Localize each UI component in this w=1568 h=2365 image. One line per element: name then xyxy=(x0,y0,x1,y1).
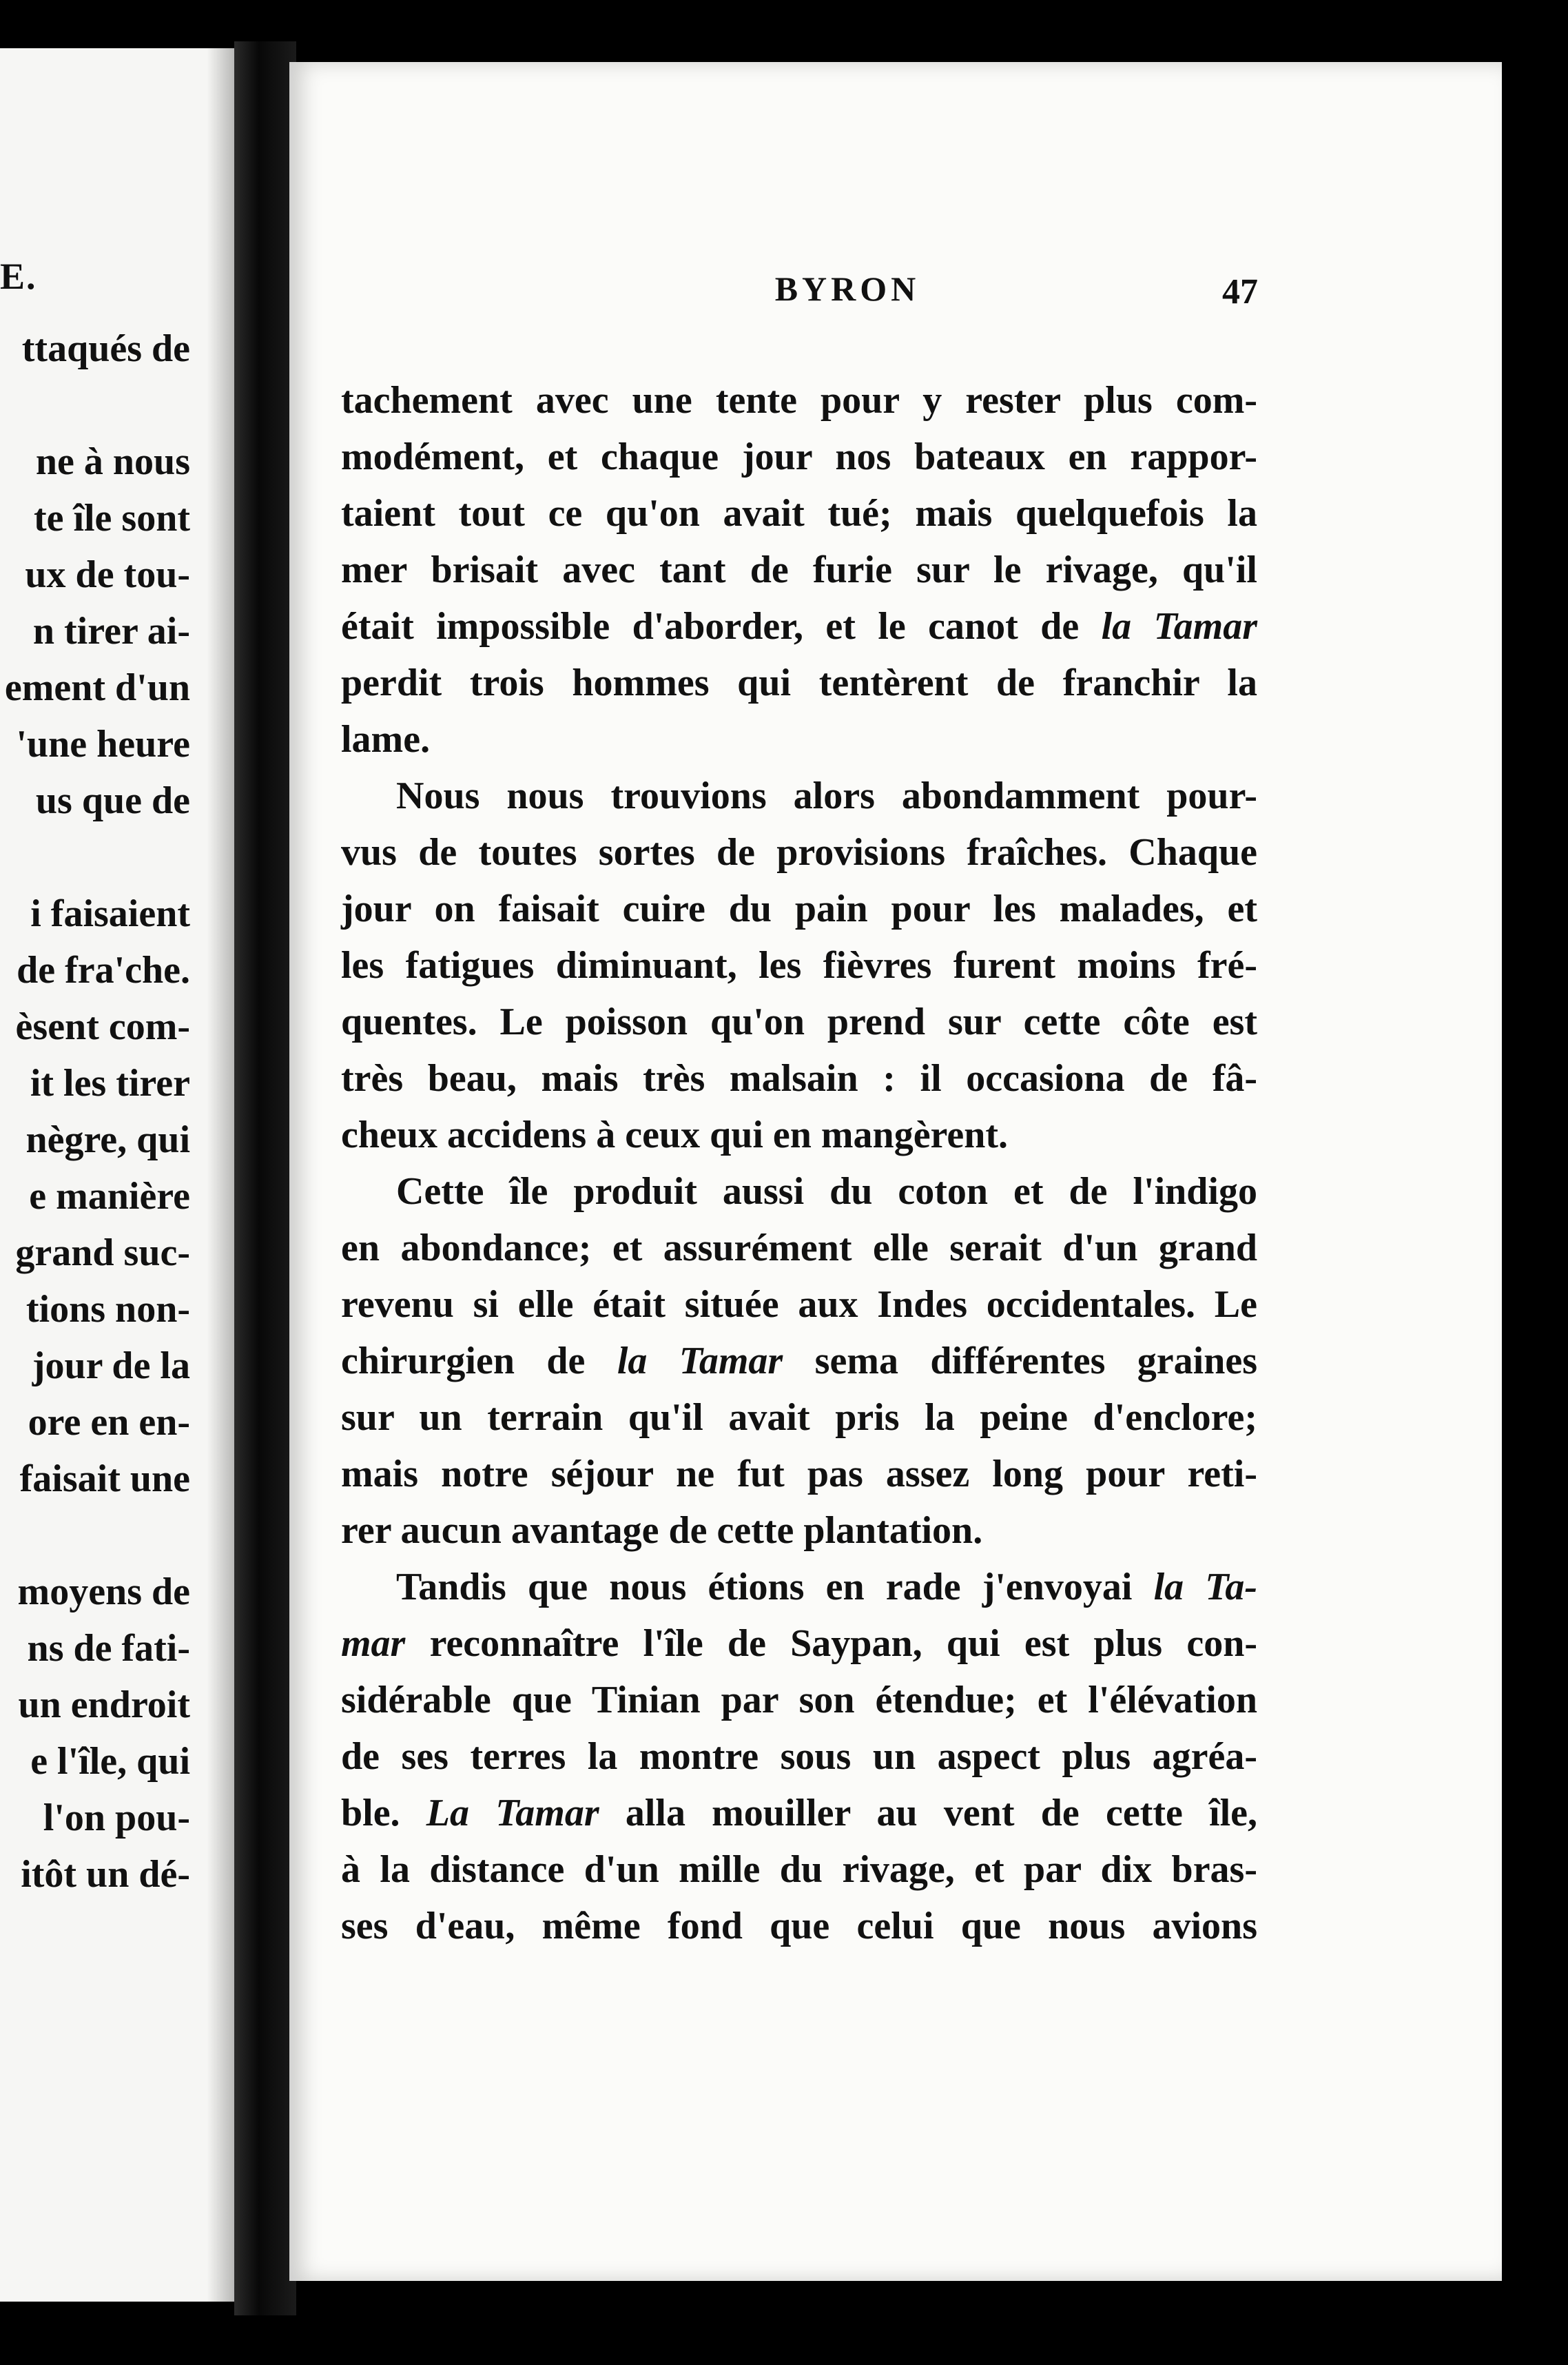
text-line: cheux accidens à ceux qui en mangèrent. xyxy=(341,1114,1009,1156)
text-line: taient tout ce qu'on avait tué; mais quelquefois la xyxy=(341,492,1257,535)
text-line: faisait une xyxy=(19,1457,190,1500)
text-line: it les tirer xyxy=(30,1062,190,1105)
text-line: mer brisait avec tant de furie sur le rivage, qu'il xyxy=(341,549,1257,591)
italic-ship-name: mar xyxy=(341,1622,406,1665)
text-line xyxy=(341,598,1257,655)
book-binding-gap xyxy=(234,41,296,2315)
text-line: en abondance; et assurément elle serait d'un grand xyxy=(341,1227,1257,1269)
text-line: les fatigues diminuant, les fièvres furent moins fré- xyxy=(341,944,1257,987)
text-line: ses d'eau, même fond que celui que nous avions xyxy=(341,1905,1257,1947)
running-title: BYRON xyxy=(774,269,920,308)
text-line: rer aucun avantage de cette plantation. xyxy=(341,1509,983,1552)
text-line: 'une heure xyxy=(16,723,190,766)
text-line: quentes. Le poisson qu'on prend sur cette côte est xyxy=(341,1001,1257,1043)
italic-ship-name: la Tamar xyxy=(617,1340,783,1382)
paragraph xyxy=(341,768,1257,1163)
line-text: ble. xyxy=(341,1792,426,1834)
text-line: itôt un dé- xyxy=(21,1853,190,1896)
text-line: un endroit xyxy=(18,1683,190,1726)
body-text xyxy=(341,372,1257,1954)
text-line: lame. xyxy=(341,718,431,761)
text-line: ement d'un xyxy=(4,666,190,709)
paragraph xyxy=(341,372,1257,768)
text-line: modément, et chaque jour nos bateaux en rappor- xyxy=(341,436,1257,478)
text-line: tions non- xyxy=(25,1288,190,1331)
text-line: Cette île produit aussi du coton et de l'indigo xyxy=(396,1170,1257,1213)
left-page-fragment xyxy=(0,48,234,2302)
text-line: ore en en- xyxy=(28,1401,190,1444)
text-line: sidérable que Tinian par son étendue; et l'élévation xyxy=(341,1679,1257,1721)
text-line: n tirer ai- xyxy=(32,610,190,653)
left-running-head: E. xyxy=(0,256,37,297)
text-line: us que de xyxy=(35,779,190,822)
text-line: e l'île, qui xyxy=(30,1740,190,1783)
text-line: l'on pou- xyxy=(43,1796,190,1839)
text-line: ux de tou- xyxy=(25,553,190,596)
text-line: ne à nous xyxy=(35,440,190,483)
text-line: jour on faisait cuire du pain pour les malades, et xyxy=(341,888,1257,930)
italic-ship-name: La Tamar xyxy=(426,1792,599,1834)
paragraph xyxy=(341,1163,1257,1559)
text-line: mais notre séjour ne fut pas assez long pour reti- xyxy=(341,1453,1257,1495)
text-line: de ses terres la montre sous un aspect plus agréa- xyxy=(341,1735,1257,1778)
text-line: sur un terrain qu'il avait pris la peine d'enclore; xyxy=(341,1396,1257,1439)
paragraph xyxy=(341,1559,1257,1954)
text-line xyxy=(341,1559,1257,1615)
text-line xyxy=(5,1507,190,1564)
text-line xyxy=(5,377,190,433)
text-line: te île sont xyxy=(33,497,190,540)
text-line: grand suc- xyxy=(15,1231,190,1274)
page-number: 47 xyxy=(1222,272,1258,311)
text-line: très beau, mais très malsain : il occasiona de fâ- xyxy=(341,1057,1257,1100)
text-line: Nous nous trouvions alors abondamment pour- xyxy=(396,775,1257,817)
line-text: alla mouiller au vent de cette île, xyxy=(599,1792,1258,1834)
text-line: ns de fati- xyxy=(27,1627,190,1670)
text-line: ttaqués de xyxy=(21,327,190,370)
text-line: tachement avec une tente pour y rester plus com- xyxy=(341,379,1257,422)
text-line: vus de toutes sortes de provisions fraîches. Chaque xyxy=(341,831,1257,874)
text-line xyxy=(341,1785,1257,1841)
left-page-lines xyxy=(5,320,190,1903)
line-text: sema différentes graines xyxy=(783,1340,1257,1382)
running-head xyxy=(289,269,1502,324)
text-line: revenu si elle était située aux Indes occidentales. Le xyxy=(341,1283,1257,1326)
right-page xyxy=(289,62,1502,2281)
text-line: nègre, qui xyxy=(25,1118,190,1161)
text-line xyxy=(341,1333,1257,1389)
text-line: i faisaient xyxy=(30,892,190,935)
text-line: e manière xyxy=(29,1175,190,1218)
line-text: chirurgien de xyxy=(341,1340,617,1382)
page-gutter-shadow xyxy=(207,48,234,2302)
text-line: perdit trois hommes qui tentèrent de franchir la xyxy=(341,662,1257,704)
text-line: moyens de xyxy=(17,1570,190,1613)
text-line: de fra'che. xyxy=(17,949,190,992)
line-text: reconnaître l'île de Saypan, qui est plus con- xyxy=(405,1622,1257,1665)
text-line xyxy=(5,829,190,885)
line-text: était impossible d'aborder, et le canot de xyxy=(341,605,1102,648)
text-line xyxy=(341,1615,1257,1672)
line-text: Tandis que nous étions en rade j'envoyai xyxy=(396,1566,1154,1608)
text-line: èsent com- xyxy=(15,1005,190,1048)
italic-ship-name: la Ta- xyxy=(1153,1566,1257,1608)
text-line: jour de la xyxy=(32,1344,190,1387)
text-line: à la distance d'un mille du rivage, et par dix bras- xyxy=(341,1848,1257,1891)
italic-ship-name: la Tamar xyxy=(1101,605,1257,648)
